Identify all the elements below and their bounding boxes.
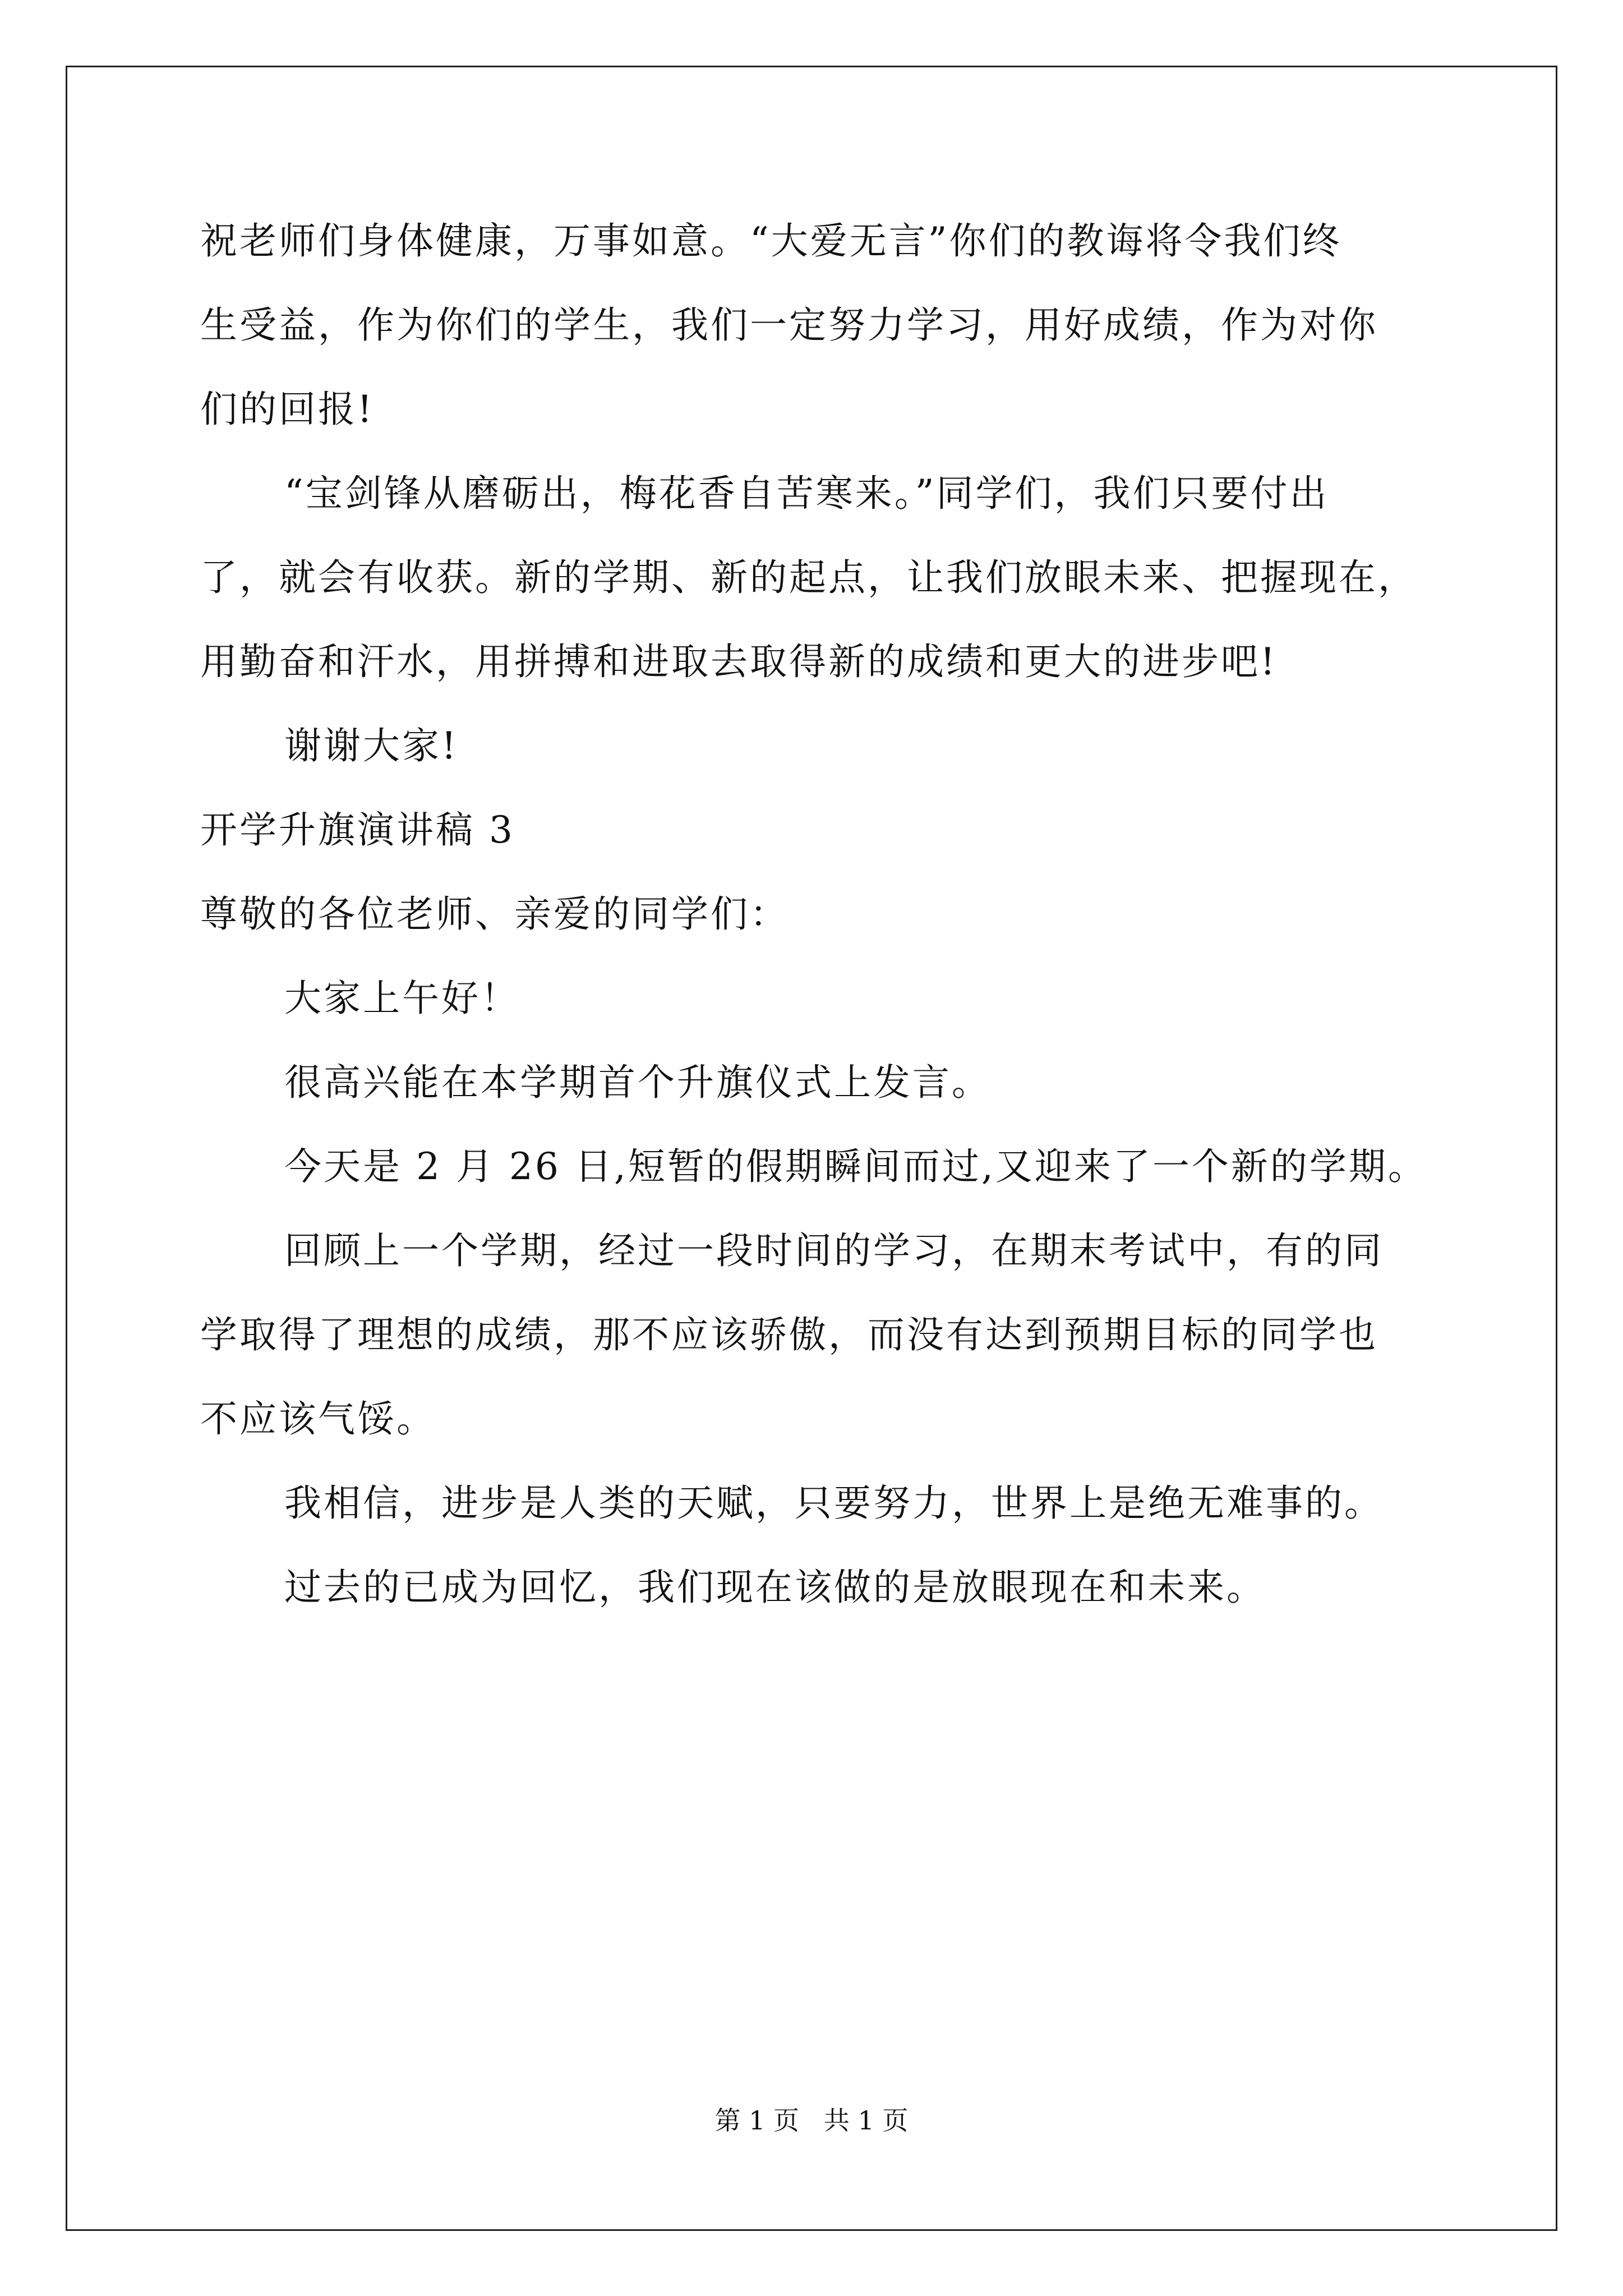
text-line: 大家上午好！ xyxy=(284,977,520,1020)
text-line: “宝剑锋从磨砺出，梅花香自苦寒来。”同学们，我们只要付出 xyxy=(284,472,1329,515)
salutation: 尊敬的各位老师、亲爱的同学们： xyxy=(200,892,789,936)
text-line: 过去的已成为回忆，我们现在该做的是放眼现在和未来。 xyxy=(284,1566,1266,1609)
text-line: 了，就会有收获。新的学期、新的起点，让我们放眼未来、把握现在， xyxy=(200,556,1417,599)
text-line: 谢谢大家! xyxy=(284,724,459,767)
text-line: 我相信，进步是人类的天赋，只要努力，世界上是绝无难事的。 xyxy=(284,1481,1384,1525)
section-heading: 开学升旗演讲稿 3 xyxy=(200,808,515,852)
text-line: 今天是 2 月 26 日,短暂的假期瞬间而过,又迎来了一个新的学期。 xyxy=(284,1145,1427,1188)
page-footer: 第 1 页 共 1 页 xyxy=(714,2105,909,2136)
text-line: 用勤奋和汗水，用拼搏和进取去取得新的成绩和更大的进步吧! xyxy=(200,640,1278,683)
text-line: 回顾上一个学期，经过一段时间的学习，在期末考试中，有的同 xyxy=(284,1229,1384,1272)
text-line: 们的回报! xyxy=(200,388,375,431)
text-line: 生受益，作为你们的学生，我们一定努力学习，用好成绩，作为对你 xyxy=(200,303,1378,347)
text-line: 很高兴能在本学期首个升旗仪式上发言。 xyxy=(284,1061,991,1104)
text-line: 祝老师们身体健康，万事如意。“大爱无言”你们的教诲将令我们终 xyxy=(200,219,1342,263)
text-line: 学取得了理想的成绩，那不应该骄傲，而没有达到预期目标的同学也 xyxy=(200,1313,1378,1356)
text-line: 不应该气馁。 xyxy=(200,1397,436,1441)
